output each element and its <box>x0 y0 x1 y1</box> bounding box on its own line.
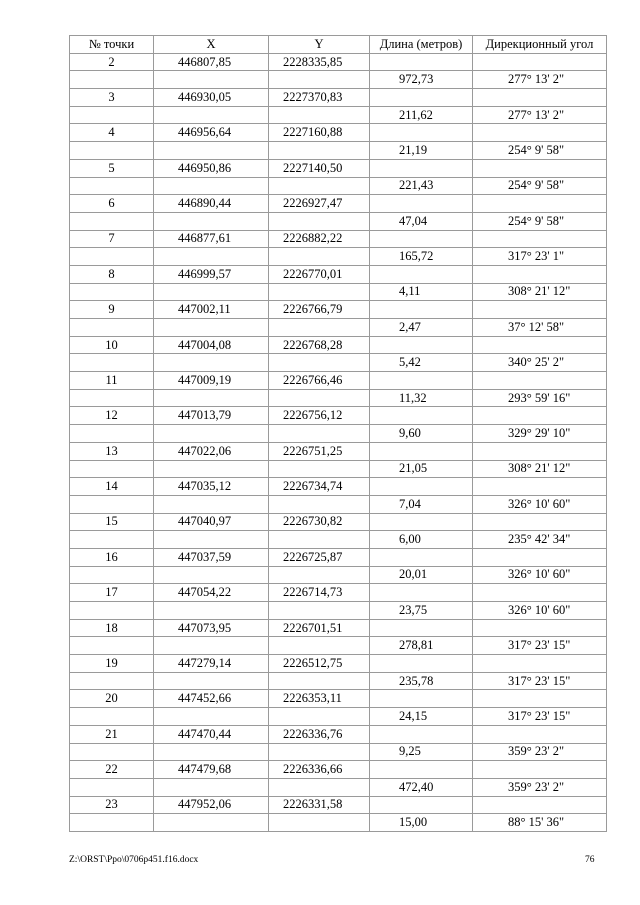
empty-cell <box>154 283 269 301</box>
y-coordinate-cell: 2227370,83 <box>269 89 370 107</box>
empty-cell <box>154 637 269 655</box>
x-coordinate-cell: 447004,08 <box>154 336 269 354</box>
empty-cell <box>370 89 473 107</box>
empty-cell <box>70 248 154 266</box>
empty-cell <box>473 725 607 743</box>
empty-cell <box>473 195 607 213</box>
y-coordinate-cell: 2226766,79 <box>269 301 370 319</box>
empty-cell <box>370 442 473 460</box>
empty-cell <box>154 71 269 89</box>
empty-cell <box>154 672 269 690</box>
point-number-cell: 21 <box>70 725 154 743</box>
empty-cell <box>70 814 154 832</box>
empty-cell <box>473 548 607 566</box>
point-row <box>70 301 607 319</box>
empty-cell <box>370 336 473 354</box>
empty-cell <box>370 584 473 602</box>
segment-row <box>70 637 607 655</box>
point-row <box>70 230 607 248</box>
empty-cell <box>70 283 154 301</box>
empty-cell <box>269 672 370 690</box>
direction-angle-cell: 326° 10' 60" <box>473 566 607 584</box>
segment-row <box>70 778 607 796</box>
direction-angle-cell: 308° 21' 12" <box>473 283 607 301</box>
point-row <box>70 372 607 390</box>
empty-cell <box>269 106 370 124</box>
segment-row <box>70 283 607 301</box>
empty-cell <box>269 319 370 337</box>
empty-cell <box>473 796 607 814</box>
segment-row <box>70 602 607 620</box>
empty-cell <box>473 478 607 496</box>
y-coordinate-cell: 2226770,01 <box>269 265 370 283</box>
y-coordinate-cell: 2226882,22 <box>269 230 370 248</box>
y-coordinate-cell: 2226756,12 <box>269 407 370 425</box>
point-number-cell: 12 <box>70 407 154 425</box>
direction-angle-cell: 308° 21' 12" <box>473 460 607 478</box>
direction-angle-cell: 254° 9' 58" <box>473 177 607 195</box>
y-coordinate-cell: 2226701,51 <box>269 619 370 637</box>
empty-cell <box>370 195 473 213</box>
point-row <box>70 690 607 708</box>
table-header-row <box>70 36 607 54</box>
empty-cell <box>269 283 370 301</box>
direction-angle-cell: 340° 25' 2" <box>473 354 607 372</box>
point-row <box>70 478 607 496</box>
header-y: Y <box>269 36 370 54</box>
header-x: X <box>154 36 269 54</box>
footer-page-number: 76 <box>585 855 595 865</box>
x-coordinate-cell: 447470,44 <box>154 725 269 743</box>
empty-cell <box>370 761 473 779</box>
segment-row <box>70 142 607 160</box>
point-row <box>70 796 607 814</box>
point-row <box>70 442 607 460</box>
x-coordinate-cell: 446950,86 <box>154 159 269 177</box>
point-number-cell: 6 <box>70 195 154 213</box>
empty-cell <box>473 336 607 354</box>
empty-cell <box>473 372 607 390</box>
segment-row <box>70 743 607 761</box>
segment-length-cell: 235,78 <box>370 672 473 690</box>
segment-row <box>70 212 607 230</box>
empty-cell <box>269 460 370 478</box>
y-coordinate-cell: 2226730,82 <box>269 513 370 531</box>
y-coordinate-cell: 2226725,87 <box>269 548 370 566</box>
direction-angle-cell: 329° 29' 10" <box>473 425 607 443</box>
header-length: Длина (метров) <box>370 36 473 54</box>
empty-cell <box>154 389 269 407</box>
direction-angle-cell: 326° 10' 60" <box>473 602 607 620</box>
empty-cell <box>70 389 154 407</box>
empty-cell <box>70 778 154 796</box>
empty-cell <box>370 407 473 425</box>
direction-angle-cell: 277° 13' 2" <box>473 71 607 89</box>
segment-length-cell: 278,81 <box>370 637 473 655</box>
empty-cell <box>154 814 269 832</box>
point-row <box>70 89 607 107</box>
empty-cell <box>269 814 370 832</box>
empty-cell <box>269 708 370 726</box>
segment-length-cell: 9,25 <box>370 743 473 761</box>
segment-row <box>70 495 607 513</box>
segment-row <box>70 672 607 690</box>
direction-angle-cell: 254° 9' 58" <box>473 142 607 160</box>
x-coordinate-cell: 447009,19 <box>154 372 269 390</box>
y-coordinate-cell: 2228335,85 <box>269 53 370 71</box>
direction-angle-cell: 277° 13' 2" <box>473 106 607 124</box>
empty-cell <box>269 637 370 655</box>
y-coordinate-cell: 2226336,76 <box>269 725 370 743</box>
empty-cell <box>473 89 607 107</box>
segment-row <box>70 354 607 372</box>
empty-cell <box>70 425 154 443</box>
point-row <box>70 725 607 743</box>
empty-cell <box>370 53 473 71</box>
empty-cell <box>269 142 370 160</box>
segment-row <box>70 425 607 443</box>
segment-row <box>70 319 607 337</box>
empty-cell <box>269 602 370 620</box>
empty-cell <box>269 389 370 407</box>
x-coordinate-cell: 446956,64 <box>154 124 269 142</box>
empty-cell <box>473 655 607 673</box>
empty-cell <box>473 53 607 71</box>
empty-cell <box>269 71 370 89</box>
segment-length-cell: 972,73 <box>370 71 473 89</box>
empty-cell <box>473 159 607 177</box>
segment-row <box>70 71 607 89</box>
direction-angle-cell: 359° 23' 2" <box>473 743 607 761</box>
empty-cell <box>269 566 370 584</box>
point-number-cell: 11 <box>70 372 154 390</box>
direction-angle-cell: 317° 23' 15" <box>473 637 607 655</box>
segment-row <box>70 177 607 195</box>
coordinates-table <box>69 35 607 832</box>
empty-cell <box>370 265 473 283</box>
x-coordinate-cell: 447479,68 <box>154 761 269 779</box>
point-number-cell: 19 <box>70 655 154 673</box>
x-coordinate-cell: 447054,22 <box>154 584 269 602</box>
empty-cell <box>154 708 269 726</box>
direction-angle-cell: 293° 59' 16" <box>473 389 607 407</box>
direction-angle-cell: 88° 15' 36" <box>473 814 607 832</box>
x-coordinate-cell: 446890,44 <box>154 195 269 213</box>
y-coordinate-cell: 2226751,25 <box>269 442 370 460</box>
point-row <box>70 655 607 673</box>
point-number-cell: 5 <box>70 159 154 177</box>
point-number-cell: 23 <box>70 796 154 814</box>
empty-cell <box>473 124 607 142</box>
point-row <box>70 761 607 779</box>
segment-length-cell: 47,04 <box>370 212 473 230</box>
point-number-cell: 9 <box>70 301 154 319</box>
point-number-cell: 17 <box>70 584 154 602</box>
point-number-cell: 4 <box>70 124 154 142</box>
empty-cell <box>154 354 269 372</box>
empty-cell <box>473 761 607 779</box>
empty-cell <box>370 230 473 248</box>
empty-cell <box>370 478 473 496</box>
empty-cell <box>370 124 473 142</box>
empty-cell <box>154 177 269 195</box>
segment-length-cell: 5,42 <box>370 354 473 372</box>
empty-cell <box>70 743 154 761</box>
point-row <box>70 53 607 71</box>
x-coordinate-cell: 447040,97 <box>154 513 269 531</box>
segment-row <box>70 248 607 266</box>
direction-angle-cell: 254° 9' 58" <box>473 212 607 230</box>
point-row <box>70 548 607 566</box>
segment-length-cell: 21,05 <box>370 460 473 478</box>
empty-cell <box>70 354 154 372</box>
point-row <box>70 584 607 602</box>
empty-cell <box>473 407 607 425</box>
point-row <box>70 336 607 354</box>
segment-row <box>70 389 607 407</box>
y-coordinate-cell: 2226331,58 <box>269 796 370 814</box>
empty-cell <box>70 71 154 89</box>
empty-cell <box>70 495 154 513</box>
point-number-cell: 3 <box>70 89 154 107</box>
empty-cell <box>370 159 473 177</box>
point-row <box>70 195 607 213</box>
table-body <box>70 53 607 831</box>
point-row <box>70 265 607 283</box>
y-coordinate-cell: 2226714,73 <box>269 584 370 602</box>
empty-cell <box>154 566 269 584</box>
segment-row <box>70 460 607 478</box>
segment-length-cell: 23,75 <box>370 602 473 620</box>
x-coordinate-cell: 447022,06 <box>154 442 269 460</box>
empty-cell <box>70 672 154 690</box>
empty-cell <box>154 248 269 266</box>
direction-angle-cell: 326° 10' 60" <box>473 495 607 513</box>
empty-cell <box>370 690 473 708</box>
x-coordinate-cell: 447037,59 <box>154 548 269 566</box>
point-row <box>70 513 607 531</box>
point-number-cell: 8 <box>70 265 154 283</box>
direction-angle-cell: 317° 23' 15" <box>473 708 607 726</box>
empty-cell <box>70 319 154 337</box>
empty-cell <box>269 425 370 443</box>
segment-length-cell: 211,62 <box>370 106 473 124</box>
segment-length-cell: 2,47 <box>370 319 473 337</box>
point-row <box>70 619 607 637</box>
empty-cell <box>70 460 154 478</box>
empty-cell <box>473 442 607 460</box>
header-direction-angle: Дирекционный угол <box>473 36 607 54</box>
point-number-cell: 20 <box>70 690 154 708</box>
segment-length-cell: 15,00 <box>370 814 473 832</box>
segment-length-cell: 6,00 <box>370 531 473 549</box>
y-coordinate-cell: 2226766,46 <box>269 372 370 390</box>
y-coordinate-cell: 2226336,66 <box>269 761 370 779</box>
y-coordinate-cell: 2226768,28 <box>269 336 370 354</box>
direction-angle-cell: 359° 23' 2" <box>473 778 607 796</box>
point-number-cell: 16 <box>70 548 154 566</box>
empty-cell <box>269 778 370 796</box>
direction-angle-cell: 317° 23' 1" <box>473 248 607 266</box>
empty-cell <box>70 708 154 726</box>
segment-length-cell: 7,04 <box>370 495 473 513</box>
x-coordinate-cell: 446999,57 <box>154 265 269 283</box>
direction-angle-cell: 235° 42' 34" <box>473 531 607 549</box>
empty-cell <box>473 619 607 637</box>
empty-cell <box>154 106 269 124</box>
segment-row <box>70 531 607 549</box>
segment-length-cell: 165,72 <box>370 248 473 266</box>
segment-row <box>70 106 607 124</box>
header-point-number: № точки <box>70 36 154 54</box>
empty-cell <box>154 778 269 796</box>
x-coordinate-cell: 447002,11 <box>154 301 269 319</box>
x-coordinate-cell: 446930,05 <box>154 89 269 107</box>
x-coordinate-cell: 447279,14 <box>154 655 269 673</box>
empty-cell <box>269 248 370 266</box>
point-row <box>70 159 607 177</box>
direction-angle-cell: 37° 12' 58" <box>473 319 607 337</box>
x-coordinate-cell: 447013,79 <box>154 407 269 425</box>
empty-cell <box>70 531 154 549</box>
segment-length-cell: 4,11 <box>370 283 473 301</box>
empty-cell <box>473 265 607 283</box>
empty-cell <box>370 619 473 637</box>
empty-cell <box>370 372 473 390</box>
empty-cell <box>70 142 154 160</box>
x-coordinate-cell: 446877,61 <box>154 230 269 248</box>
empty-cell <box>269 177 370 195</box>
empty-cell <box>370 301 473 319</box>
x-coordinate-cell: 447452,66 <box>154 690 269 708</box>
empty-cell <box>70 566 154 584</box>
y-coordinate-cell: 2227160,88 <box>269 124 370 142</box>
empty-cell <box>370 796 473 814</box>
empty-cell <box>473 584 607 602</box>
empty-cell <box>473 690 607 708</box>
segment-length-cell: 20,01 <box>370 566 473 584</box>
y-coordinate-cell: 2226353,11 <box>269 690 370 708</box>
empty-cell <box>269 354 370 372</box>
footer-file-path: Z:\ORST\Ppo\0706p451.f16.docx <box>69 855 199 865</box>
empty-cell <box>269 495 370 513</box>
empty-cell <box>154 743 269 761</box>
empty-cell <box>154 531 269 549</box>
point-row <box>70 124 607 142</box>
empty-cell <box>269 531 370 549</box>
empty-cell <box>154 425 269 443</box>
empty-cell <box>70 602 154 620</box>
empty-cell <box>70 637 154 655</box>
segment-length-cell: 11,32 <box>370 389 473 407</box>
empty-cell <box>370 725 473 743</box>
segment-length-cell: 221,43 <box>370 177 473 195</box>
point-number-cell: 13 <box>70 442 154 460</box>
empty-cell <box>473 230 607 248</box>
x-coordinate-cell: 447073,95 <box>154 619 269 637</box>
empty-cell <box>473 301 607 319</box>
empty-cell <box>269 743 370 761</box>
point-number-cell: 14 <box>70 478 154 496</box>
empty-cell <box>370 513 473 531</box>
x-coordinate-cell: 446807,85 <box>154 53 269 71</box>
point-row <box>70 407 607 425</box>
empty-cell <box>154 602 269 620</box>
empty-cell <box>473 513 607 531</box>
x-coordinate-cell: 447035,12 <box>154 478 269 496</box>
segment-length-cell: 472,40 <box>370 778 473 796</box>
empty-cell <box>154 319 269 337</box>
segment-row <box>70 708 607 726</box>
segment-length-cell: 9,60 <box>370 425 473 443</box>
point-number-cell: 15 <box>70 513 154 531</box>
y-coordinate-cell: 2226927,47 <box>269 195 370 213</box>
y-coordinate-cell: 2226734,74 <box>269 478 370 496</box>
y-coordinate-cell: 2226512,75 <box>269 655 370 673</box>
empty-cell <box>70 177 154 195</box>
segment-row <box>70 566 607 584</box>
empty-cell <box>154 495 269 513</box>
point-number-cell: 10 <box>70 336 154 354</box>
point-number-cell: 18 <box>70 619 154 637</box>
empty-cell <box>370 548 473 566</box>
empty-cell <box>269 212 370 230</box>
point-number-cell: 2 <box>70 53 154 71</box>
empty-cell <box>70 106 154 124</box>
segment-row <box>70 814 607 832</box>
x-coordinate-cell: 447952,06 <box>154 796 269 814</box>
point-number-cell: 7 <box>70 230 154 248</box>
empty-cell <box>154 212 269 230</box>
empty-cell <box>370 655 473 673</box>
empty-cell <box>70 212 154 230</box>
direction-angle-cell: 317° 23' 15" <box>473 672 607 690</box>
point-number-cell: 22 <box>70 761 154 779</box>
y-coordinate-cell: 2227140,50 <box>269 159 370 177</box>
segment-length-cell: 24,15 <box>370 708 473 726</box>
empty-cell <box>154 142 269 160</box>
segment-length-cell: 21,19 <box>370 142 473 160</box>
empty-cell <box>154 460 269 478</box>
